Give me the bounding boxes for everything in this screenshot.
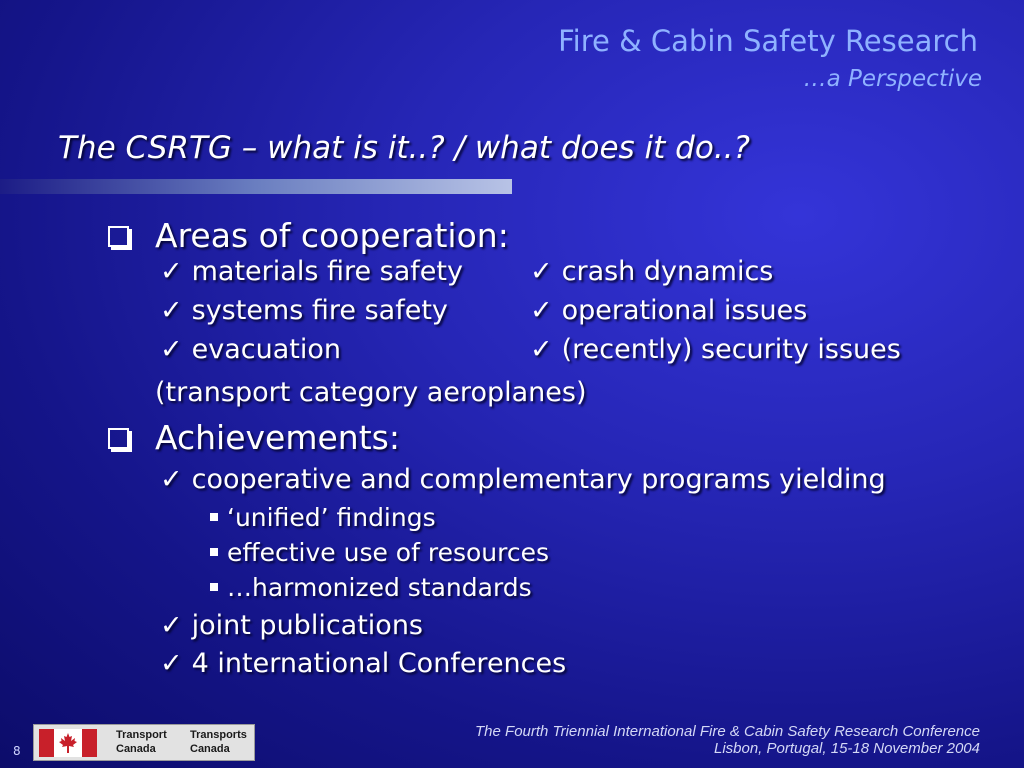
achievement-subitem-label: effective use of resources (227, 538, 549, 567)
footer-location-line: Lisbon, Portugal, 15-18 November 2004 (713, 740, 980, 757)
logo-text-en: Transport Canada (116, 729, 167, 755)
page-number: 8 (13, 744, 21, 758)
checkmark-icon: ✓ (160, 334, 183, 365)
title-underline-bar (0, 179, 512, 194)
cooperation-item-label: materials fire safety (191, 256, 463, 287)
achievement-subitem (210, 503, 436, 532)
achievement-item (160, 648, 566, 679)
checkbox-bullet-icon (108, 226, 129, 247)
checkmark-icon: ✓ (160, 256, 183, 287)
cooperation-item (160, 295, 448, 326)
achievement-subitem-label: ‘unified’ findings (227, 503, 436, 532)
checkmark-icon: ✓ (530, 334, 553, 365)
footer-conference-line: The Fourth Triennial International Fire & Cabin Safety Research Conference (475, 723, 980, 740)
cooperation-item (530, 334, 901, 365)
achievement-subitem-label: …harmonized standards (227, 573, 532, 602)
achievement-subitem (210, 538, 549, 567)
transport-canada-logo (33, 724, 255, 761)
slide-title: The CSRTG – what is it..? / what does it do..? (58, 130, 750, 166)
achievement-item-label: joint publications (191, 610, 423, 641)
cooperation-item-label: evacuation (191, 334, 341, 365)
cooperation-item-label: (recently) security issues (561, 334, 901, 365)
square-bullet-icon (210, 548, 218, 556)
achievement-item-label: 4 international Conferences (191, 648, 567, 679)
square-bullet-icon (210, 583, 218, 591)
cooperation-item (160, 334, 341, 365)
cooperation-item-label: crash dynamics (561, 256, 774, 287)
cooperation-item (530, 256, 773, 287)
achievement-item (160, 610, 423, 641)
achievement-item-label: cooperative and complementary programs yielding (191, 464, 886, 495)
header-subtitle: …a Perspective (803, 66, 982, 92)
cooperation-item (530, 295, 807, 326)
checkmark-icon: ✓ (160, 464, 183, 495)
cooperation-note: (transport category aeroplanes) (155, 377, 587, 408)
cooperation-item-label: operational issues (561, 295, 808, 326)
achievement-subitem (210, 573, 532, 602)
header-title: Fire & Cabin Safety Research (558, 24, 978, 58)
cooperation-item (160, 256, 463, 287)
cooperation-item-label: systems fire safety (191, 295, 448, 326)
checkmark-icon: ✓ (160, 610, 183, 641)
checkmark-icon: ✓ (530, 295, 553, 326)
checkmark-icon: ✓ (530, 256, 553, 287)
cooperation-heading: Areas of cooperation: (155, 216, 509, 255)
checkmark-icon: ✓ (160, 648, 183, 679)
checkbox-bullet-icon (108, 428, 129, 449)
achievements-heading: Achievements: (155, 418, 400, 457)
logo-text-fr: Transports Canada (190, 729, 247, 755)
canada-flag-icon (39, 729, 97, 757)
maple-leaf-icon (59, 733, 77, 753)
achievement-item (160, 464, 886, 495)
checkmark-icon: ✓ (160, 295, 183, 326)
square-bullet-icon (210, 513, 218, 521)
